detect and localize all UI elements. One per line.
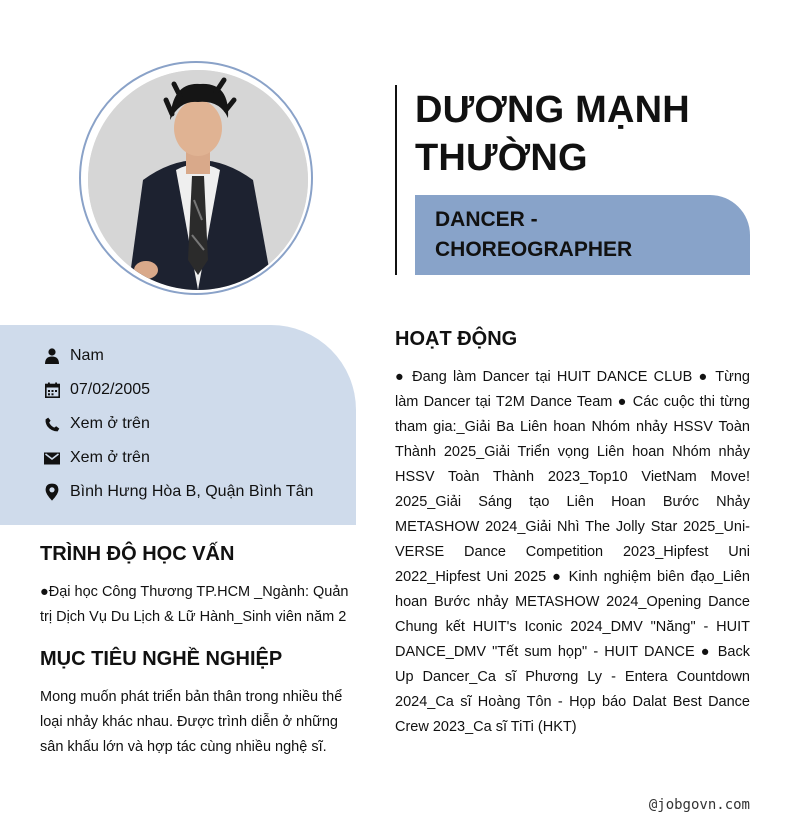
mail-icon bbox=[44, 449, 60, 467]
education-heading: TRÌNH ĐỘ HỌC VẤN bbox=[40, 543, 235, 565]
dob-text: 07/02/2005 bbox=[70, 381, 151, 398]
objective-heading: MỤC TIÊU NGHỀ NGHIỆP bbox=[40, 648, 283, 670]
avatar bbox=[88, 70, 308, 290]
email-text: Xem ở trên bbox=[70, 449, 150, 466]
education-text: ●Đại học Công Thương TP.HCM _Ngành: Quản trị Dịch Vụ Du Lịch & Lữ Hành_Sinh viên năm 2 bbox=[40, 584, 349, 625]
gender-text: Nam bbox=[70, 347, 104, 364]
job-title-box bbox=[415, 195, 750, 275]
candidate-name: DƯƠNG MẠNH THƯỜNG bbox=[415, 89, 690, 179]
contact-gender bbox=[44, 344, 104, 368]
calendar-icon bbox=[44, 381, 60, 399]
contact-email bbox=[44, 446, 150, 470]
address-text: Bình Hưng Hòa B, Quận Bình Tân bbox=[70, 483, 314, 500]
watermark: @jobgovn.com bbox=[648, 797, 750, 813]
phone-icon bbox=[44, 415, 60, 433]
contact-address bbox=[44, 480, 313, 504]
phone-text: Xem ở trên bbox=[70, 415, 150, 432]
avatar-photo bbox=[88, 70, 308, 290]
contact-phone bbox=[44, 412, 150, 436]
job-title: DANCER - CHOREOGRAPHER bbox=[435, 208, 633, 261]
objective-text: Mong muốn phát triển bản thân trong nhiều thể loại nhảy khác nhau. Được trình diễn ở những sân khấu lớn và hợp tác cùng nhiều nghệ sĩ. bbox=[40, 689, 343, 755]
activities-text: ● Đang làm Dancer tại HUIT DANCE CLUB ● Từng làm Dancer tại T2M Dance Team ● Các cuộc thi từng tham gia:_Giải Ba Liên hoan Nhóm nhảy HSSV Toàn Thành 2025_Giải Triển vọng Liên hoan Nhóm nhảy HSSV Toàn Thành 2023_Top10 VietNam Move! 2025_Giải Sáng tạo Liên Hoan Bước Nhảy METASHOW 2024_Giải Nhì The Jolly Star 2025_Uni-VERSE Dance Competition 2023_Hipfest Uni 2022_Hipfest Uni 2025 ● Kinh nghiệm biên đạo_Liên hoan Bước nhảy METASHOW 2024_Opening Dance Chung kết HUIT's Iconic 2024_DMV "Năng" - HUIT DANCE_DMV "Tết sum họp" - HUIT DANCE ● Back Up Dancer_Ca sĩ Phương Ly - Entera Countdown 2024_Ca sĩ Hoàng Tôn - Họp báo Dalat Best Dance Crew 2023_Ca sĩ TiTi (HKT) bbox=[395, 369, 750, 735]
name-divider bbox=[395, 85, 397, 275]
person-icon bbox=[44, 347, 60, 365]
location-pin-icon bbox=[44, 483, 60, 501]
activities-heading: HOẠT ĐỘNG bbox=[395, 328, 518, 350]
contact-dob bbox=[44, 378, 150, 402]
